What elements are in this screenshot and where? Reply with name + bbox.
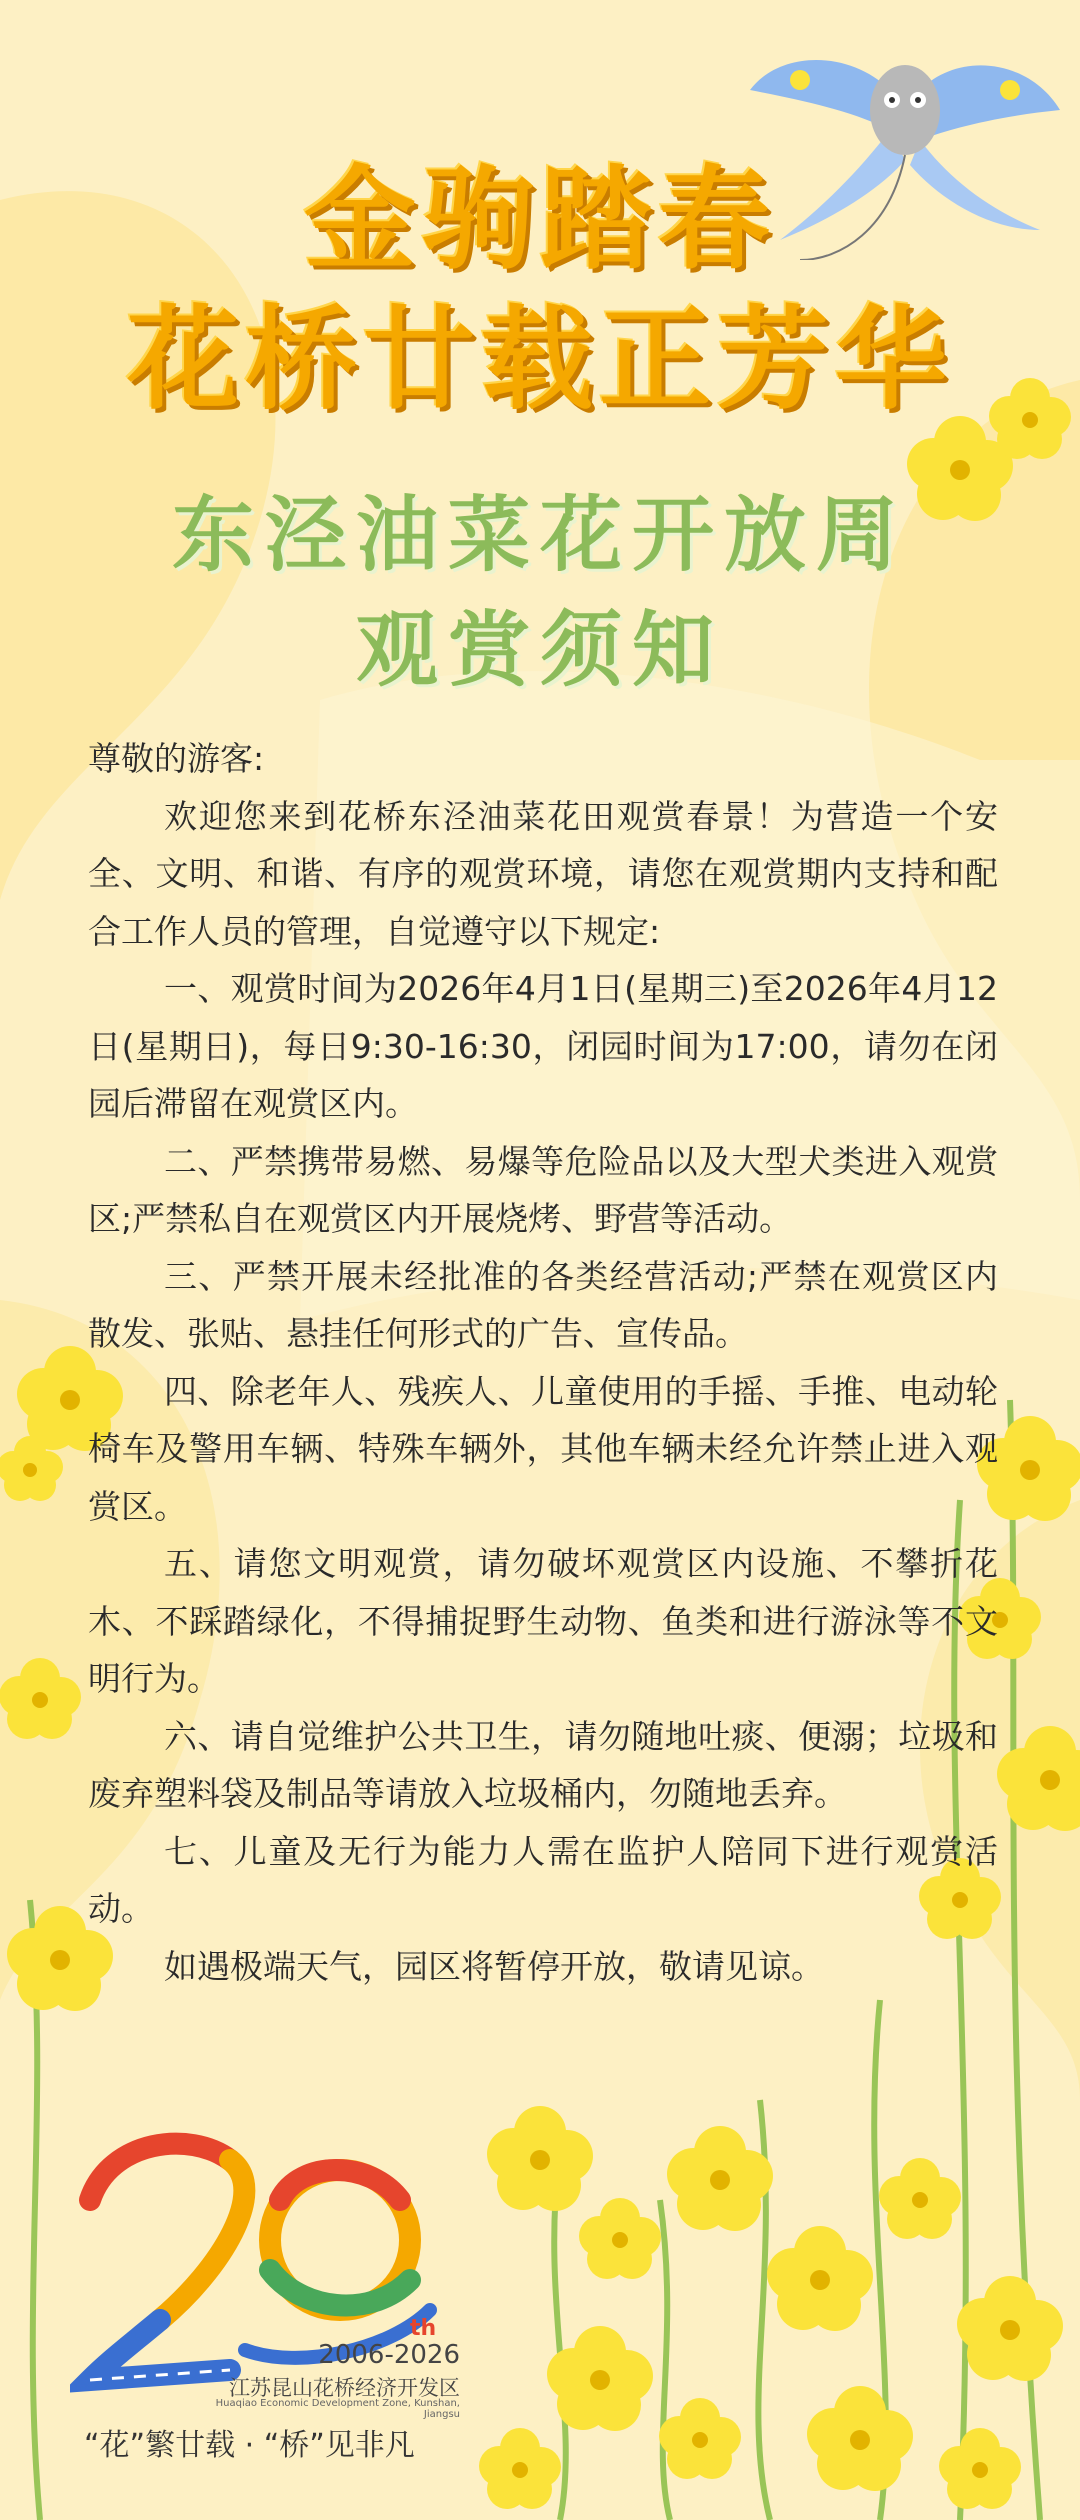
logo-org-name-en: Huaqiao Economic Development Zone, Kunshan, Jiangsu — [215, 2398, 460, 2420]
rule-5: 五、请您文明观赏，请勿破坏观赏区内设施、不攀折花木、不踩踏绿化，不得捕捉野生动物、鱼类和进行游泳等不文明行为。 — [88, 1544, 998, 1698]
subtitle-line-2: 观赏须知 — [355, 603, 724, 698]
subtitle-line-1: 东泾油菜花开放周 — [171, 488, 908, 583]
rule-2: 二、严禁携带易燃、易爆等危险品以及大型犬类进入观赏区;严禁私自在观赏区内开展烧烤、野营等活动。 — [88, 1141, 998, 1238]
weather-note: 如遇极端天气，园区将暂停开放，敬请见谅。 — [164, 1946, 824, 1986]
logo-superscript: th — [410, 2316, 437, 2341]
headline-line-2: 花桥廿载正芳华 — [127, 295, 953, 425]
logo-org-name: 江苏昆山花桥经济开发区 — [229, 2376, 460, 2400]
rule-7: 七、儿童及无行为能力人需在监护人陪同下进行观赏活动。 — [88, 1831, 998, 1928]
visitor-notice — [88, 730, 998, 1995]
logo-years: 2006-2026 — [318, 2340, 460, 2370]
rule-3: 三、严禁开展未经批准的各类经营活动;严禁在观赏区内散发、张贴、悬挂任何形式的广告、宣传品。 — [88, 1256, 998, 1353]
greeting: 尊敬的游客: — [88, 739, 265, 778]
rule-1: 一、观赏时间为2026年4月1日(星期三)至2026年4月12日(星期日)，每日9:30-16:30，闭园时间为17:00，请勿在闭园后滞留在观赏区内。 — [88, 969, 998, 1123]
notice-intro: 欢迎您来到花桥东泾油菜花田观赏春景！为营造一个安全、文明、和谐、有序的观赏环境，请您在观赏期内支持和配合工作人员的管理，自觉遵守以下规定: — [88, 796, 998, 951]
rule-6: 六、请自觉维护公共卫生，请勿随地吐痰、便溺；垃圾和废弃塑料袋及制品等请放入垃圾桶内，勿随地丢弃。 — [88, 1716, 998, 1813]
headline-line-1: 金驹踏春 — [304, 155, 776, 285]
rule-4: 四、除老年人、残疾人、儿童使用的手摇、手推、电动轮椅车及警用车辆、特殊车辆外，其他车辆未经允许禁止进入观赏区。 — [88, 1371, 998, 1526]
slogan: “花”繁廿载 · “桥”见非凡 — [84, 2428, 415, 2463]
